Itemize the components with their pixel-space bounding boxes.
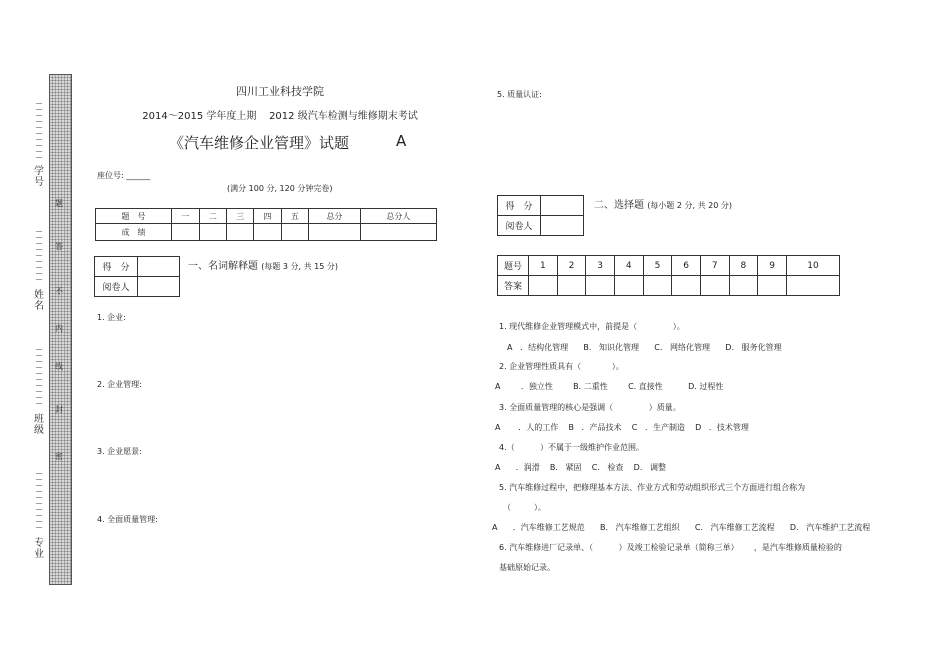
student-id-label: 学号 — [34, 166, 44, 188]
answer-cell — [729, 276, 758, 296]
score-row-label: 成 绩 — [96, 224, 172, 241]
section2-heading: 二、选择题 — [594, 200, 644, 211]
fill-line: — — — — — — — — — — — [35, 469, 43, 531]
grader-box-2 — [497, 195, 584, 236]
answer-table — [497, 255, 840, 296]
score-cell — [226, 224, 253, 241]
choice-question: 1. 现代维修企业管理模式中，前提是（ ）。 — [499, 322, 685, 331]
score-cell — [199, 224, 226, 241]
score-table-header: 总分人 — [360, 209, 436, 224]
answer-cell — [529, 276, 558, 296]
exam-title: 《汽车维修企业管理》试题 — [169, 134, 350, 152]
grader-name-label: 阅卷人 — [498, 216, 541, 236]
grader-score-label: 得 分 — [498, 196, 541, 216]
score-table-header: 三 — [226, 209, 253, 224]
score-note: (满分 100 分, 120 分钟完卷) — [227, 184, 333, 193]
gutter-char: 封 — [55, 405, 63, 414]
grader-name-label: 阅卷人 — [95, 277, 138, 297]
score-table-header: 一 — [172, 209, 199, 224]
term-question: 5. 质量认证: — [497, 90, 542, 99]
choice-question-cont: （ ）。 — [503, 503, 546, 512]
class-label: 班级 — [34, 414, 44, 436]
school-name: 四川工业科技学院 — [236, 85, 324, 98]
score-table-header: 总分 — [309, 209, 361, 224]
answer-row-label: 答案 — [498, 276, 529, 296]
answer-number: 9 — [758, 256, 787, 276]
answer-number: 7 — [700, 256, 729, 276]
section1-note: (每题 3 分, 共 15 分) — [261, 262, 338, 271]
choice-options: A ．结构化管理 B. 知识化管理 C. 网络化管理 D. 服务化管理 — [507, 343, 782, 352]
score-table — [95, 208, 437, 241]
gutter-char: 内 — [55, 324, 63, 333]
score-table-header: 五 — [281, 209, 308, 224]
section2-note: (每小题 2 分, 共 20 分) — [647, 201, 732, 210]
score-cell — [172, 224, 199, 241]
answer-cell — [643, 276, 672, 296]
choice-options: A ．汽车维修工艺规范 B. 汽车维修工艺组织 C. 汽车维修工艺流程 D. 汽车维护工艺流程 — [492, 523, 871, 532]
choice-options: A ．人的工作 B ．产品技术 C ．生产制造 D ．技术管理 — [495, 423, 749, 432]
choice-options: A ．独立性 B. 二重性 C. 直接性 D. 过程性 — [495, 382, 724, 391]
grader-box-1 — [94, 256, 180, 297]
paper-version: A — [396, 132, 407, 150]
grader-name-cell — [138, 277, 180, 297]
grader-score-cell — [138, 257, 180, 277]
gutter-char: 密 — [55, 452, 63, 461]
score-cell — [309, 224, 361, 241]
section1-heading: 一、名词解释题 — [188, 261, 258, 272]
answer-header-label: 题号 — [498, 256, 529, 276]
answer-cell — [786, 276, 839, 296]
answer-cell — [758, 276, 787, 296]
gutter-char: 答 — [55, 242, 63, 251]
term-question: 3. 企业愿景: — [97, 447, 142, 456]
answer-number: 1 — [529, 256, 558, 276]
answer-number: 3 — [586, 256, 615, 276]
gutter-char: 线 — [55, 362, 63, 371]
term-question: 2. 企业管理: — [97, 380, 142, 389]
fill-line: — — — — — — — — — — [35, 227, 43, 283]
answer-cell — [557, 276, 586, 296]
grader-score-cell — [541, 196, 584, 216]
term-question: 4. 全面质量管理: — [97, 515, 158, 524]
gutter-char: 不 — [55, 287, 63, 296]
score-table-header: 四 — [254, 209, 281, 224]
answer-number: 8 — [729, 256, 758, 276]
score-table-header: 题 号 — [96, 209, 172, 224]
choice-question: 4.（ ）不属于一级维护作业范围。 — [499, 443, 645, 452]
choice-question: 6. 汽车维修进厂记录单、（ ）及竣工检验记录单（简称三单） ，是汽车维修质量检验的 — [499, 543, 842, 552]
score-cell — [281, 224, 308, 241]
choice-question: 3. 全面质量管理的核心是强调（ ）质量。 — [499, 403, 681, 412]
answer-cell — [614, 276, 643, 296]
answer-number: 2 — [557, 256, 586, 276]
answer-number: 5 — [643, 256, 672, 276]
answer-cell — [672, 276, 701, 296]
major-label: 专业 — [34, 538, 44, 560]
answer-number: 10 — [786, 256, 839, 276]
gutter-char: 题 — [55, 199, 63, 208]
term-line: 2014～2015 学年度上期 2012 级汽车检测与维修期末考试 — [142, 111, 418, 122]
answer-number: 4 — [614, 256, 643, 276]
answer-number: 6 — [672, 256, 701, 276]
answer-cell — [700, 276, 729, 296]
fill-line: — — — — — — — — — — — [35, 99, 43, 161]
grader-score-label: 得 分 — [95, 257, 138, 277]
grader-name-cell — [541, 216, 584, 236]
score-cell — [360, 224, 436, 241]
score-table-header: 二 — [199, 209, 226, 224]
seat-number: 座位号: ______ — [97, 171, 151, 180]
choice-question: 2. 企业管理性质具有（ ）。 — [499, 362, 624, 371]
choice-options: A ．润滑 B. 紧固 C. 检查 D. 调整 — [495, 463, 666, 472]
section1-title — [188, 257, 338, 272]
choice-question-cont: 基础原始记录。 — [499, 563, 555, 572]
score-cell — [254, 224, 281, 241]
section2-title — [594, 196, 732, 211]
term-question: 1. 企业: — [97, 313, 126, 322]
answer-cell — [586, 276, 615, 296]
choice-question: 5. 汽车维修过程中，把修理基本方法、作业方式和劳动组织形式三个方面进行组合称为 — [499, 483, 806, 492]
name-label: 姓名 — [34, 290, 44, 312]
fill-line: — — — — — — — — — — — [35, 345, 43, 407]
